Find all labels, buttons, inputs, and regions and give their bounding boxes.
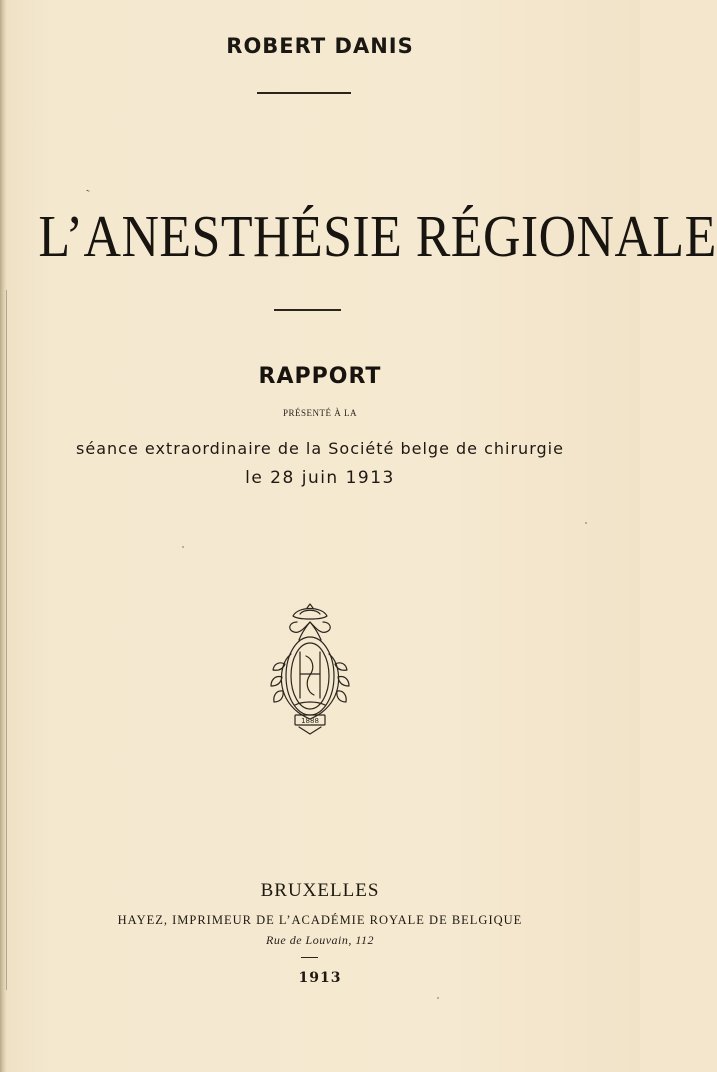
stray-accent-mark: ` [84,187,98,204]
paper-speck [182,546,184,548]
publisher-monogram-emblem [258,604,362,734]
publication-city: BRUXELLES [260,880,380,901]
middle-rule [274,309,341,311]
publisher-line: HAYEZ, IMPRIMEUR DE L’ACADÉMIE ROYALE DE BELGIQUE [117,913,523,927]
emblem-year: 1888 [301,717,319,725]
report-label: RAPPORT [258,364,382,389]
top-rule [257,92,351,94]
author-name: ROBERT DANIS [226,34,414,58]
publication-year: 1913 [298,970,342,986]
publisher-address: Rue de Louvain, 112 [266,933,374,947]
meeting-description: séance extraordinaire de la Société belge de chirurgie [76,439,564,458]
presented-label: PRÉSENTÉ À LA [283,408,357,418]
meeting-date: le 28 juin 1913 [245,468,395,488]
book-title: L’ANESTHÉSIE RÉGIONALE [38,203,717,269]
bottom-rule [301,957,318,958]
paper-speck [437,997,439,999]
paper-speck [585,522,587,524]
